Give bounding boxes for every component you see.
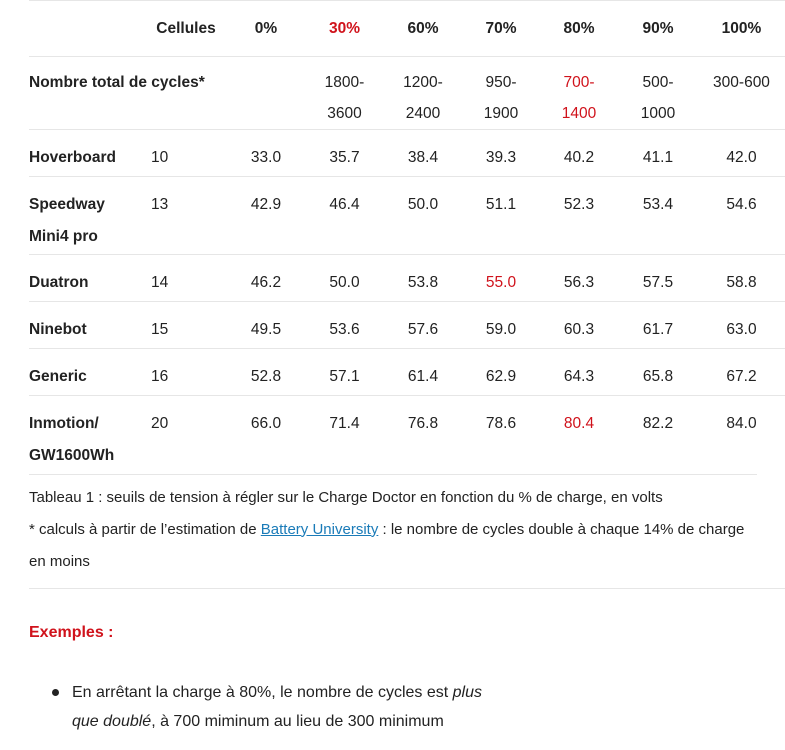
volt-cell: 65.8 xyxy=(642,368,674,385)
volt-cell: 66.0 xyxy=(250,415,282,432)
battery-university-link[interactable]: Battery University xyxy=(260,520,379,538)
header-pct: 30% xyxy=(328,20,361,37)
volt-cell: 61.7 xyxy=(642,321,674,338)
volt-cell: 54.6 xyxy=(726,196,757,213)
volt-cell: 51.1 xyxy=(485,196,517,213)
volt-cell: 63.0 xyxy=(726,321,757,338)
device-name: Inmotion/ GW1600Wh xyxy=(29,415,115,464)
volt-cell: 50.0 xyxy=(329,274,360,291)
volt-cell: 39.3 xyxy=(485,149,517,166)
cell-count: 14 xyxy=(151,274,169,291)
volt-cell: 42.0 xyxy=(726,149,757,166)
volt-cell: 57.6 xyxy=(407,321,439,338)
volt-cell: 61.4 xyxy=(407,368,439,385)
table-row xyxy=(29,130,785,177)
device-name: Hoverboard xyxy=(29,149,116,166)
cycles-cell: 500- 1000 xyxy=(640,74,676,122)
cycles-cell: 1200- 2400 xyxy=(403,74,443,122)
header-pct: 60% xyxy=(407,20,439,37)
volt-cell: 84.0 xyxy=(726,415,757,432)
volt-cell: 53.8 xyxy=(407,274,439,291)
header-pct: 70% xyxy=(485,20,517,37)
cycles-cell xyxy=(227,57,305,130)
header-name xyxy=(29,1,145,57)
volt-cell: 59.0 xyxy=(485,321,517,338)
cell-count: 10 xyxy=(151,149,169,166)
device-name: Duatron xyxy=(29,274,89,291)
volt-cell: 42.9 xyxy=(250,196,282,213)
device-name: Generic xyxy=(29,368,87,385)
header-pct: 80% xyxy=(563,20,595,37)
volt-cell: 38.4 xyxy=(407,149,439,166)
volt-cell: 52.3 xyxy=(563,196,595,213)
cycles-label: Nombre total de cycles* xyxy=(29,74,205,91)
caption-title: Tableau 1 : seuils de tension à régler sur le Charge Doctor en fonction du % de charge, en volts xyxy=(29,488,663,506)
cycles-cell: 1800- 3600 xyxy=(324,74,365,122)
header-pct: 0% xyxy=(254,20,278,37)
volt-cell: 33.0 xyxy=(250,149,282,166)
cell-count: 15 xyxy=(151,321,169,338)
caption-note: * calculs à partir de l’estimation de Battery University : le nombre de cycles double à chaque 14% de charge en moins xyxy=(29,520,745,570)
cycles-row xyxy=(29,57,785,130)
examples-list xyxy=(29,678,512,736)
volt-cell: 46.2 xyxy=(250,274,282,291)
volt-cell: 80.4 xyxy=(563,415,595,432)
header-pct: 90% xyxy=(642,20,674,37)
table-row xyxy=(29,255,785,302)
cell-count: 13 xyxy=(151,196,169,213)
volt-cell: 71.4 xyxy=(329,415,360,432)
examples-heading: Exemples : xyxy=(29,623,114,641)
device-name: Ninebot xyxy=(29,321,87,338)
cell-count: 20 xyxy=(151,415,169,432)
volt-cell: 40.2 xyxy=(563,149,595,166)
list-item: En arrêtant la charge à 80%, le nombre de cycles est plus que doublé, à 700 miminum au lieu de 300 minimum xyxy=(72,678,512,736)
volt-cell: 57.1 xyxy=(329,368,360,385)
volt-cell: 64.3 xyxy=(563,368,595,385)
volt-cell: 82.2 xyxy=(642,415,674,432)
table-header-row xyxy=(29,1,785,57)
volt-cell: 67.2 xyxy=(726,368,757,385)
cycles-cell: 300-600 xyxy=(713,74,770,91)
table-row xyxy=(29,396,785,474)
header-cells: Cellules xyxy=(156,20,216,37)
volt-cell: 76.8 xyxy=(407,415,439,432)
divider xyxy=(29,588,785,589)
volt-cell: 53.6 xyxy=(329,321,360,338)
page-content xyxy=(29,0,785,736)
volt-cell: 62.9 xyxy=(485,368,517,385)
device-name: Speedway Mini4 pro xyxy=(29,196,105,245)
voltage-table xyxy=(29,0,785,474)
volt-cell: 50.0 xyxy=(407,196,439,213)
table-caption xyxy=(29,474,757,588)
volt-cell: 52.8 xyxy=(250,368,282,385)
bullet-icon xyxy=(52,689,59,696)
volt-cell: 57.5 xyxy=(642,274,674,291)
volt-cell: 60.3 xyxy=(563,321,595,338)
cell-count: 16 xyxy=(151,368,169,385)
cycles-cell: 700- 1400 xyxy=(561,74,597,122)
volt-cell: 58.8 xyxy=(726,274,757,291)
table-row xyxy=(29,302,785,349)
cycles-cell: 950- 1900 xyxy=(483,74,519,122)
volt-cell: 35.7 xyxy=(329,149,360,166)
volt-cell: 53.4 xyxy=(642,196,674,213)
volt-cell: 46.4 xyxy=(329,196,360,213)
volt-cell: 56.3 xyxy=(563,274,595,291)
header-pct: 100% xyxy=(721,20,762,37)
volt-cell: 78.6 xyxy=(485,415,517,432)
volt-cell: 49.5 xyxy=(250,321,282,338)
table-row xyxy=(29,349,785,396)
volt-cell: 55.0 xyxy=(485,274,517,291)
volt-cell: 41.1 xyxy=(642,149,674,166)
table-row xyxy=(29,177,785,255)
